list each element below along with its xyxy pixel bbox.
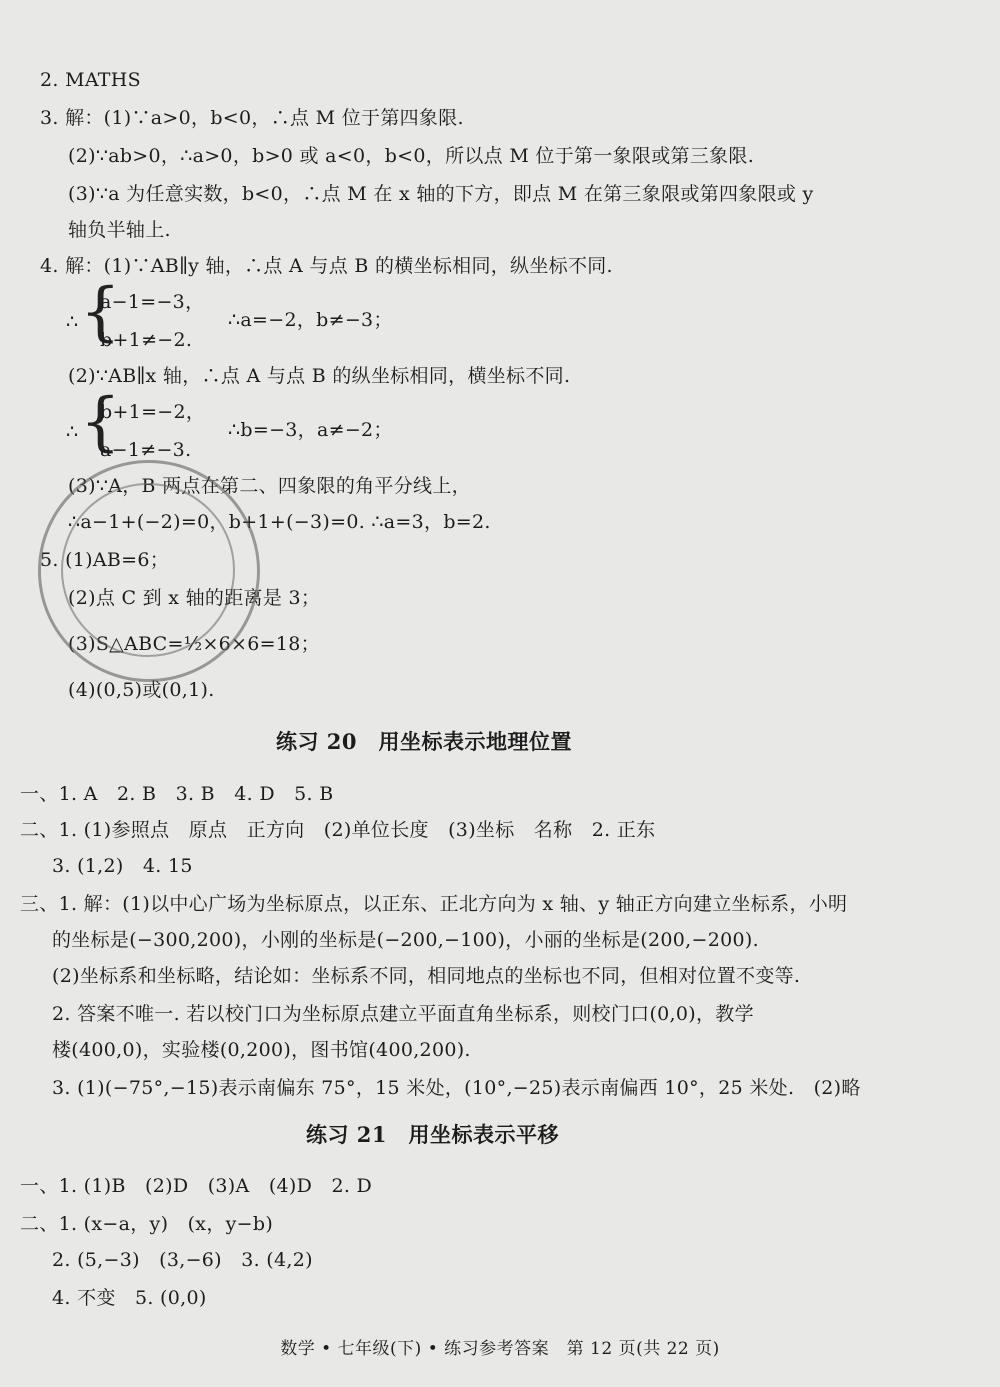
answer-line: 4. 不变 5. (0,0) <box>52 1287 207 1309</box>
answer-line: 5. (1)AB=6； <box>40 549 170 571</box>
answer-line: ∴a−1+(−2)=0，b+1+(−3)=0. ∴a=3，b=2. <box>68 511 491 533</box>
answer-line: 2. (5,−3) (3,−6) 3. (4,2) <box>52 1249 313 1271</box>
stamp-seal <box>38 460 260 682</box>
system-result: ∴a=−2，b≠−3； <box>228 309 393 331</box>
page-footer: 数学 • 七年级(下) • 练习参考答案 第 12 页(共 22 页) <box>280 1339 720 1359</box>
bleed-through-text <box>620 70 635 91</box>
answer-line: 三、1. 解：(1)以中心广场为坐标原点，以正东、正北方向为 x 轴、y 轴正方向建立坐标系，小明 <box>20 893 848 915</box>
section-heading: 练习 20 用坐标表示地理位置 <box>276 729 573 754</box>
answer-line: 一、1. A 2. B 3. B 4. D 5. B <box>20 783 334 805</box>
answer-line: 3. 解：(1)∵a>0，b<0，∴点 M 位于第四象限. <box>40 107 464 129</box>
answer-line: (3)∵A，B 两点在第二、四象限的角平分线上， <box>68 475 471 497</box>
stamp-inner-ring <box>61 483 235 657</box>
system-brace: { <box>80 385 121 459</box>
answer-line: 轴负半轴上. <box>68 219 171 241</box>
answer-line: (2)∵ab>0，∴a>0，b>0 或 a<0，b<0，所以点 M 位于第一象限或第三象限. <box>68 145 755 167</box>
system-result: ∴b=−3，a≠−2； <box>228 419 393 441</box>
answer-line: 二、1. (x−a，y) (x，y−b) <box>20 1213 274 1235</box>
answer-line: (2)坐标系和坐标略，结论如：坐标系不同，相同地点的坐标也不同，但相对位置不变等. <box>52 965 801 987</box>
therefore-symbol: ∴ <box>66 421 79 443</box>
system-equation: b+1≠−2. <box>100 329 193 351</box>
answer-line: 楼(400,0)，实验楼(0,200)，图书馆(400,200). <box>52 1039 471 1061</box>
answer-line: (3)∵a 为任意实数，b<0，∴点 M 在 x 轴的下方，即点 M 在第三象限或第四象限或 y <box>68 183 814 205</box>
answer-line: 4. 解：(1)∵AB∥y 轴，∴点 A 与点 B 的横坐标相同，纵坐标不同. <box>40 255 613 277</box>
answer-line: 2. 答案不唯一. 若以校门口为坐标原点建立平面直角坐标系，则校门口(0,0)，教学 <box>52 1003 754 1025</box>
therefore-symbol: ∴ <box>66 311 79 333</box>
answer-line: 二、1. (1)参照点 原点 正方向 (2)单位长度 (3)坐标 名称 2. 正东 <box>20 819 656 841</box>
watermark-logo <box>810 1319 990 1379</box>
section-heading: 练习 21 用坐标表示平移 <box>306 1122 560 1147</box>
answer-line: (2)点 C 到 x 轴的距离是 3； <box>68 587 321 609</box>
system-equation: a−1≠−3. <box>100 439 192 461</box>
answer-line: 2. MATHS <box>40 69 141 91</box>
answer-line: (2)∵AB∥x 轴，∴点 A 与点 B 的纵坐标相同，横坐标不同. <box>68 365 571 387</box>
system-equation: b+1=−2， <box>100 401 206 423</box>
answer-line: (3)S△ABC=½×6×6=18； <box>68 633 320 655</box>
answer-line: 一、1. (1)B (2)D (3)A (4)D 2. D <box>20 1175 373 1197</box>
answer-line: 3. (1,2) 4. 15 <box>52 855 193 877</box>
system-brace: { <box>80 275 121 349</box>
system-equation: a−1=−3， <box>100 291 205 313</box>
answer-line: (4)(0,5)或(0,1). <box>68 679 215 701</box>
answer-line: 的坐标是(−300,200)，小刚的坐标是(−200,−100)，小丽的坐标是(200,−200). <box>52 929 759 951</box>
answer-line: 3. (1)(−75°,−15)表示南偏东 75°，15 米处，(10°,−25)表示南偏西 10°，25 米处. (2)略 <box>52 1077 861 1099</box>
